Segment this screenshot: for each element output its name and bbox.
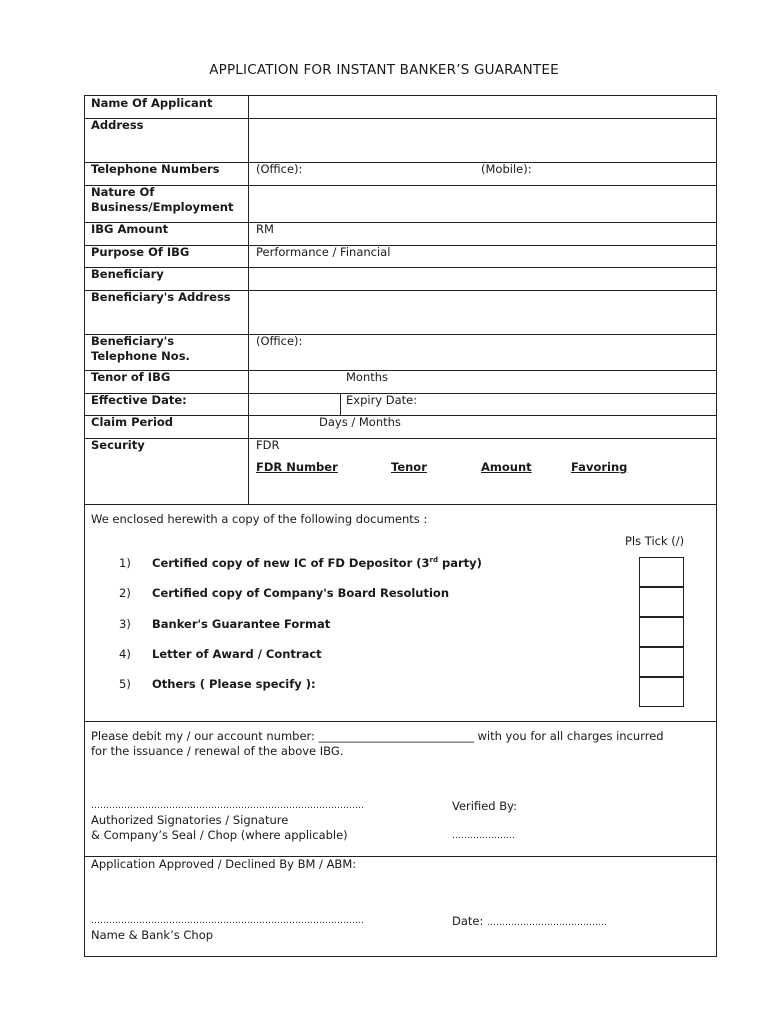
tenor-header: Tenor <box>391 460 427 474</box>
document-number: 4) <box>119 647 131 661</box>
nature-label-line2: Business/Employment <box>91 200 234 214</box>
expiry-date-label: Expiry Date: <box>346 393 418 407</box>
signatory-label-line2: & Company’s Seal / Chop (where applicable) <box>91 828 348 842</box>
address-label: Address <box>91 118 144 132</box>
document-item: Others ( Please specify ): <box>152 677 316 691</box>
bank-chop-label: Name & Bank’s Chop <box>91 928 214 942</box>
ibg-amount-label: IBG Amount <box>91 222 169 236</box>
bank-chop-line: ………………………………………………………………………………. <box>91 916 364 926</box>
fdr-number-header: FDR Number <box>256 460 338 474</box>
section-divider <box>85 721 716 722</box>
tick-checkbox[interactable] <box>639 587 684 617</box>
claim-period-label: Claim Period <box>91 415 174 429</box>
row-divider <box>85 267 716 268</box>
form-title: APPLICATION FOR INSTANT BANKER’S GUARANTEE <box>209 62 559 78</box>
document-item: Letter of Award / Contract <box>152 647 322 661</box>
beneficiary-address-label: Beneficiary's Address <box>91 290 231 304</box>
row-divider <box>85 222 716 223</box>
row-divider <box>85 185 716 186</box>
row-divider <box>85 334 716 335</box>
document-number: 5) <box>119 677 131 691</box>
security-label: Security <box>91 438 145 452</box>
application-form <box>84 95 717 957</box>
beneficiary-tel-label-line1: Beneficiary's <box>91 334 175 348</box>
telephone-office: (Office): <box>256 162 303 176</box>
favoring-header: Favoring <box>571 460 628 474</box>
document-item: Certified copy of Company's Board Resolution <box>152 586 450 600</box>
telephone-mobile: (Mobile): <box>481 162 532 176</box>
beneficiary-label: Beneficiary <box>91 267 164 281</box>
row-divider <box>85 438 716 439</box>
row-divider <box>85 370 716 371</box>
verified-by-label: Verified By: <box>452 799 517 813</box>
documents-intro: We enclosed herewith a copy of the following documents : <box>91 512 428 526</box>
document-item: Banker's Guarantee Format <box>152 617 331 631</box>
beneficiary-tel-label-line2: Telephone Nos. <box>91 349 190 363</box>
tick-checkbox[interactable] <box>639 677 684 707</box>
document-item: Certified copy of new IC of FD Depositor (3rd party) <box>152 556 482 570</box>
signature-line: ………………………………………………………………………………. <box>91 801 364 811</box>
amount-header: Amount <box>481 460 532 474</box>
column-divider <box>340 393 341 415</box>
tenor-label: Tenor of IBG <box>91 370 171 384</box>
section-divider <box>85 504 716 505</box>
ibg-amount-currency: RM <box>256 222 274 236</box>
approval-date: Date: …………………………………. <box>452 914 607 928</box>
approval-label: Application Approved / Declined By BM / ABM: <box>91 857 357 871</box>
purpose-value: Performance / Financial <box>256 245 391 259</box>
tick-checkbox[interactable] <box>639 647 684 677</box>
tick-label: Pls Tick (/) <box>625 534 685 548</box>
document-number: 3) <box>119 617 131 631</box>
name-of-applicant-label: Name Of Applicant <box>91 96 213 110</box>
nature-label-line1: Nature Of <box>91 185 155 199</box>
telephone-label: Telephone Numbers <box>91 162 220 176</box>
beneficiary-tel-office: (Office): <box>256 334 303 348</box>
signatory-label-line1: Authorized Signatories / Signature <box>91 813 289 827</box>
verified-by-line: ………………… <box>452 831 515 841</box>
tick-checkbox[interactable] <box>639 617 684 647</box>
row-divider <box>85 118 716 119</box>
tick-checkbox[interactable] <box>639 557 684 587</box>
tenor-unit: Months <box>346 370 389 384</box>
debit-instruction-line2: for the issuance / renewal of the above IBG. <box>91 744 344 758</box>
claim-period-unit: Days / Months <box>319 415 401 429</box>
purpose-label: Purpose Of IBG <box>91 245 190 259</box>
security-value: FDR <box>256 438 280 452</box>
effective-date-label: Effective Date: <box>91 393 187 407</box>
document-number: 1) <box>119 556 131 570</box>
account-number-blank[interactable]: ___________________________ <box>318 729 474 743</box>
debit-instruction: Please debit my / our account number: ___________________________ with you for all charges incurred <box>91 729 664 743</box>
column-divider <box>248 96 249 504</box>
document-number: 2) <box>119 586 131 600</box>
